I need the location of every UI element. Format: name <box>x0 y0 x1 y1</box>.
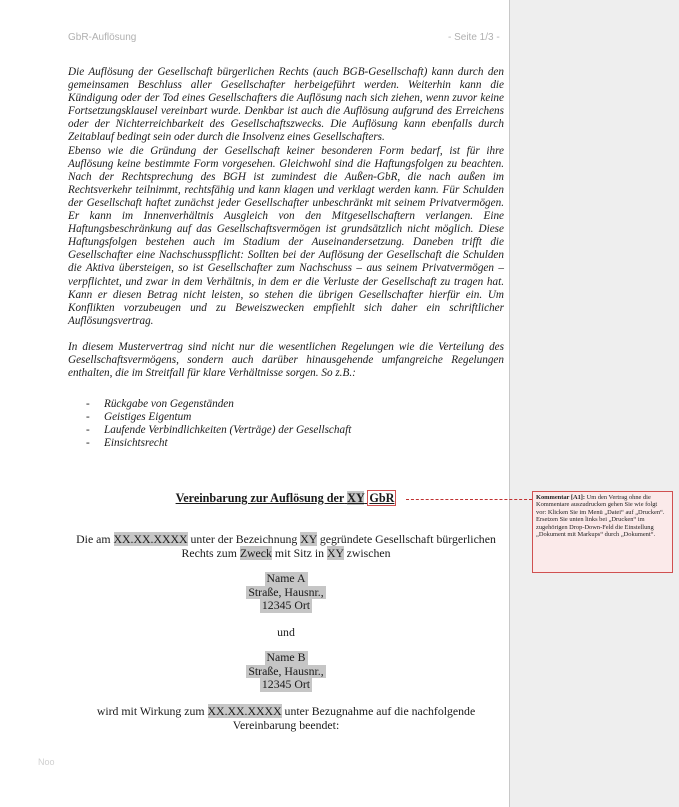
list-item: - Einsichtsrecht <box>86 437 496 450</box>
intro-text <box>68 66 504 380</box>
date-placeholder: XX.XX.XXXX <box>113 532 188 546</box>
agreement-closing: wird mit Wirkung zum XX.XX.XXXX unter Bezugnahme auf die nachfolgende Vereinbarung beendet: <box>96 704 476 732</box>
comment-margin-pane <box>510 0 679 807</box>
paragraph-2: Ebenso wie die Gründung der Gesellschaft keiner besonderen Form bedarf, ist für ihre Auflösung keine bestimmte Form vorgesehen. Gleichwohl sind die Haftungsfolgen zu beachten. Nach der Rechtsprechung des BGH ist zumindest die Außen-GbR, die nach außen im Rechtsverkehr teilnimmt, rechtsfähig und kann klagen und verklagt werden kann. Für Schulden der Gesellschaft haftet zunächst jeder Gesellschafter unbeschränkt mit seinem Privatvermögen. Er kann im Innenverhältnis Ausgleich von den Mitgesellschaftern verlangen. Eine Haftungsbeschränkung auf das Gesellschaftsvermögen ist grundsätzlich nicht möglich. Diese Haftungsfolgen bestehen auch im Stadium der Auseinandersetzung. Daneben trifft die Gesellschafter eine Nachschusspflicht: Sollten bei der Auflösung der Gesellschaft die Schulden die Aktiva übersteigen, so ist Gesellschafter zum Nachschuss – aus seinem Privatvermögen – verpflichtet, und zwar in dem Verhältnis, in dem er die Verluste der Gesellschaft zu tragen hat. Kann er diesen Betrag nicht leisten, so stehen die übrigen Gesellschafter hierfür ein. Um Konflikten vorzubeugen und zu Beweiszwecken empfiehlt sich daher ein schriftlicher Auflösungsvertrag. <box>68 144 504 327</box>
list-item: - Geistiges Eigentum <box>86 411 496 424</box>
list-item: - Laufende Verbindlichkeiten (Verträge) der Gesellschaft <box>86 424 496 437</box>
sitz-placeholder: XY <box>327 545 344 560</box>
comment-label: Kommentar [A1]: <box>536 494 586 501</box>
title-gbr-commented[interactable]: GbR <box>369 491 395 505</box>
title-xy-placeholder: XY <box>347 491 365 505</box>
clause-list <box>86 398 496 450</box>
paragraph-1: Die Auflösung der Gesellschaft bürgerlichen Rechts (auch BGB-Gesellschaft) kann durch den gemeinsamen Beschluss aller Gesellschafter herbeigeführt werden. Weiterhin kann die Kündigung oder der Tod eines Gesellschafters die Auflösung nach sich ziehen, wenn zuvor keine Fortsetzungsklausel vereinbart wurde. Denkbar ist auch die Auflösung aufgrund des Erreichens oder der Nichterreichbarkeit des Gesellschaftszwecks. Die Auflösung kann ebenfalls durch Zeitablauf bedingt sein oder durch die Insolvenz eines Gesellschafters. <box>68 66 504 144</box>
agreement-intro: Die am XX.XX.XXXX unter der Bezeichnung XY gegründete Gesellschaft bürgerlichen Rechts zum Zweck mit Sitz in XY zwischen <box>76 532 496 560</box>
closing-date-placeholder: XX.XX.XXXX <box>207 704 282 718</box>
list-item: - Rückgabe von Gegenständen <box>86 398 496 411</box>
comment-connector <box>406 499 532 500</box>
xy-placeholder: XY <box>300 532 317 546</box>
zweck-placeholder: Zweck <box>239 545 272 560</box>
header-page-label: - Seite 1/3 - <box>448 32 500 43</box>
party-b: Name B Straße, Hausnr., 12345 Ort <box>248 650 324 691</box>
header-title: GbR-Auflösung <box>68 32 137 43</box>
party-a: Name A Straße, Hausnr., 12345 Ort <box>248 571 324 612</box>
comment-text: Um den Vertrag ohne die Kommentare auszudrucken gehen Sie wie folgt vor: Klicken Sie im Menü „Datei“ auf „Drucken“. Ersetzen Sie unten links bei „Drucken“ im zugehörigen Drop-Down-Feld die Einstellung „Dokument mit Markups“ durch „Dokument“. <box>536 494 665 539</box>
agreement-title: Vereinbarung zur Auflösung der XY GbR <box>175 491 395 505</box>
und-text: und <box>277 625 295 639</box>
footer-text: Noo <box>38 757 55 767</box>
comment-balloon[interactable] <box>532 491 673 573</box>
paragraph-3: In diesem Mustervertrag sind nicht nur die wesentlichen Regelungen wie die Verteilung des Gesellschaftsvermögens, sondern auch darüber hinausgehende umfangreiche Regelungen enthalten, die im Streitfall für klare Verhältnisse sorgen. So z.B.: <box>68 340 504 380</box>
